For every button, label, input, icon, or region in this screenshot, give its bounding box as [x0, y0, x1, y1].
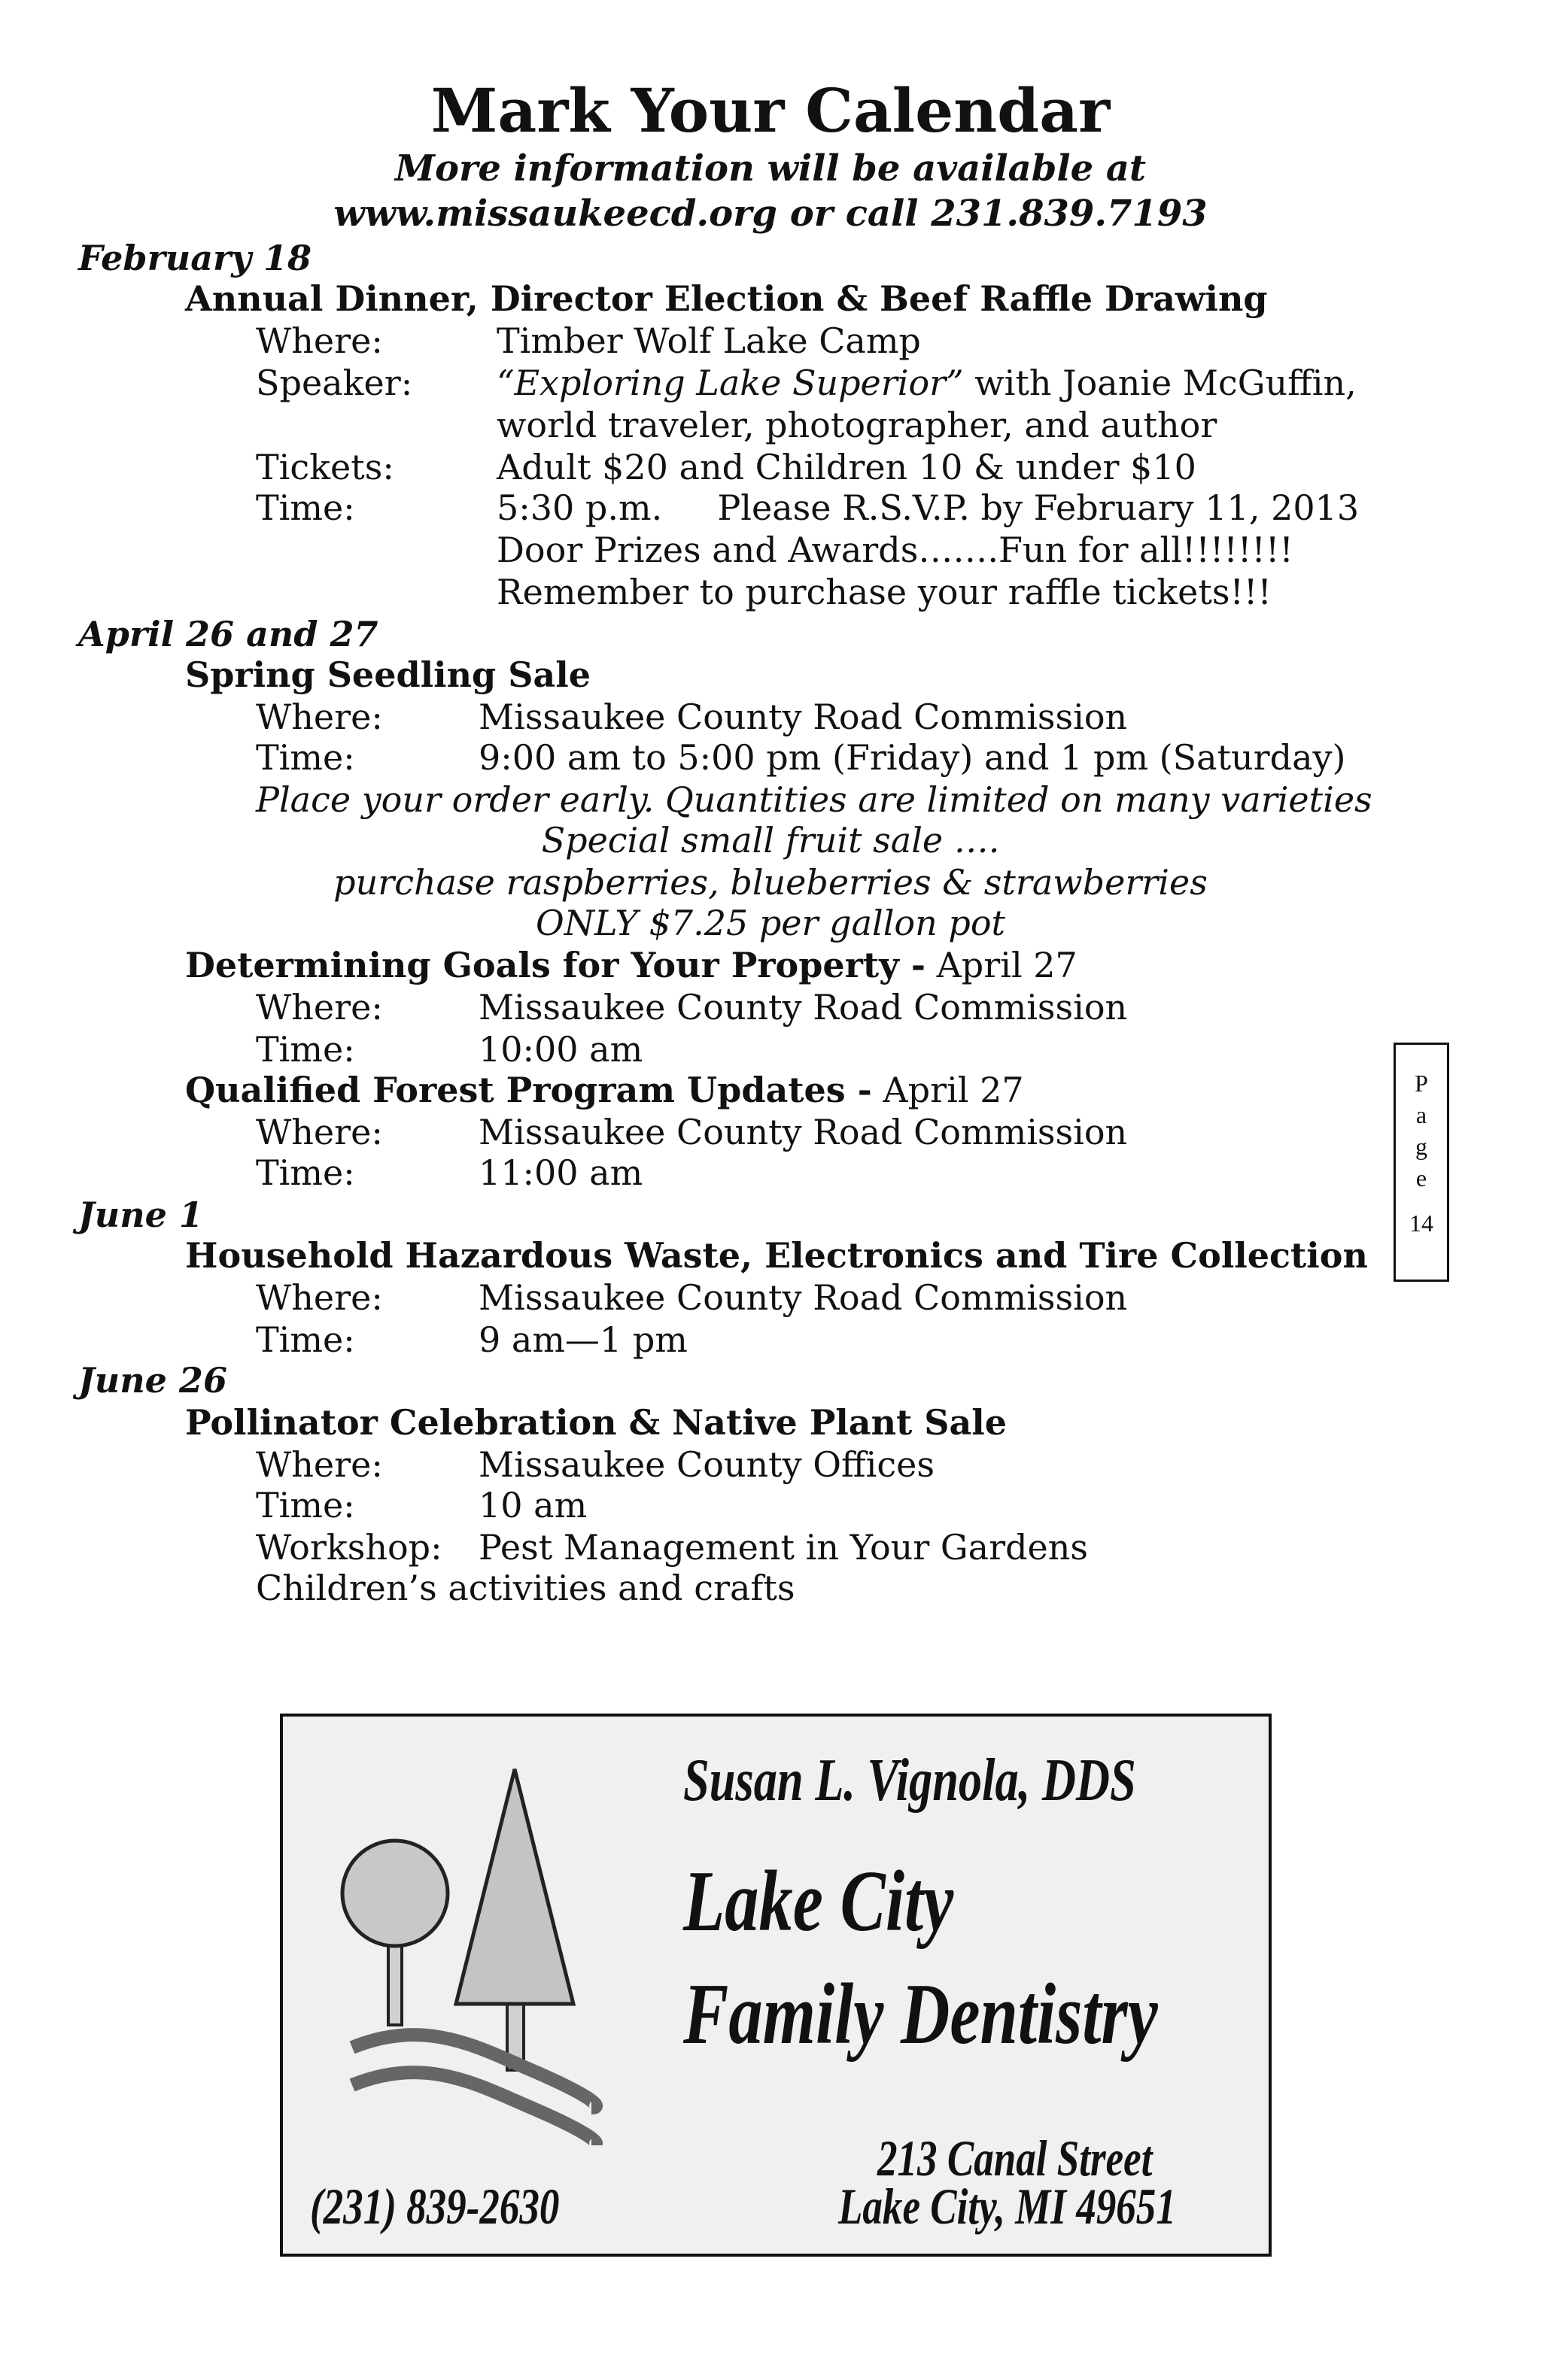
speaker-name: with Joanie McGuffin, — [963, 363, 1357, 403]
event-title: Determining Goals for Your Property - — [185, 945, 926, 985]
value-time: 9 am—1 pm — [479, 1319, 688, 1360]
label-tickets: Tickets: — [256, 447, 394, 487]
value-tickets: Adult $20 and Children 10 & under $10 — [497, 447, 1196, 487]
ad-address-line-1: 213 Canal Street — [877, 2130, 1153, 2187]
label-time: Time: — [256, 737, 355, 778]
label-time: Time: — [256, 1029, 355, 1070]
raffle-reminder: Remember to purchase your raffle tickets!!! — [497, 572, 1272, 612]
label-where: Where: — [256, 1277, 383, 1318]
label-where: Where: — [256, 1112, 383, 1152]
order-note: Place your order early. Quantities are limited on many varieties — [256, 779, 1372, 820]
page-title: Mark Your Calendar — [430, 75, 1111, 146]
event-date: April 27 — [871, 1070, 1024, 1110]
event-pollinator-celebration: Pollinator Celebration & Native Plant Sale — [185, 1402, 1008, 1443]
subtitle-line-2: www.missaukeecd.org or call 231.839.7193 — [333, 193, 1208, 235]
value-time: 10:00 am — [479, 1029, 643, 1070]
ad-practice-line-2: Family Dentistry — [683, 1966, 1158, 2063]
label-where: Where: — [256, 1444, 383, 1485]
speaker-talk-title: “Exploring Lake Superior” — [497, 363, 964, 403]
label-time: Time: — [256, 1485, 355, 1525]
value-time: 5:30 p.m. Please R.S.V.P. by February 11, 2013 — [497, 487, 1360, 528]
label-time: Time: — [256, 1319, 355, 1360]
label-workshop: Workshop: — [256, 1527, 442, 1568]
value-time: 9:00 am to 5:00 pm (Friday) and 1 pm (Saturday) — [479, 737, 1346, 778]
event-qualified-forest-program — [185, 1070, 1024, 1110]
value-where: Missaukee County Offices — [479, 1444, 935, 1485]
value-speaker — [497, 363, 1357, 403]
value-where: Missaukee County Road Commission — [479, 987, 1128, 1028]
event-spring-seedling-sale: Spring Seedling Sale — [185, 654, 591, 695]
value-where: Missaukee County Road Commission — [479, 1277, 1128, 1318]
label-time: Time: — [256, 487, 355, 528]
date-june-1: June 1 — [78, 1195, 203, 1235]
page-number: 14 — [1409, 1210, 1433, 1237]
label-where: Where: — [256, 987, 383, 1028]
price-note: ONLY $7.25 per gallon pot — [535, 903, 1005, 943]
page-letter: P — [1415, 1070, 1428, 1097]
value-workshop: Pest Management in Your Gardens — [479, 1527, 1088, 1568]
page-letter: g — [1415, 1133, 1427, 1160]
ad-phone: (231) 839-2630 — [310, 2178, 560, 2235]
tree-logo-icon — [313, 1754, 629, 2145]
page-letter: a — [1415, 1101, 1427, 1128]
event-title: Qualified Forest Program Updates - — [185, 1070, 872, 1110]
value-where: Timber Wolf Lake Camp — [497, 320, 921, 361]
children-activities-note: Children’s activities and crafts — [256, 1568, 795, 1608]
date-february-18: February 18 — [78, 238, 312, 278]
value-time: 11:00 am — [479, 1152, 643, 1193]
door-prizes-note: Door Prizes and Awards…….Fun for all!!!!!!!! — [497, 530, 1293, 570]
label-speaker: Speaker: — [256, 363, 413, 403]
date-june-26: June 26 — [78, 1360, 227, 1401]
event-date: April 27 — [925, 945, 1077, 985]
page-letter: e — [1415, 1164, 1427, 1192]
event-determining-goals — [185, 945, 1077, 985]
value-where: Missaukee County Road Commission — [479, 1112, 1128, 1152]
ad-practice-line-1: Lake City — [683, 1853, 954, 1950]
fruit-sale-note: Special small fruit sale …. — [541, 820, 1000, 861]
label-where: Where: — [256, 697, 383, 737]
ad-dentist-name: Susan L. Vignola, DDS — [683, 1747, 1136, 1814]
event-hazardous-waste-collection: Household Hazardous Waste, Electronics and Tire Collection — [185, 1235, 1368, 1276]
page-number-marker — [1394, 1043, 1449, 1282]
ad-address-line-2: Lake City, MI 49651 — [838, 2178, 1176, 2235]
dentistry-advertisement — [280, 1714, 1272, 2257]
value-speaker-bio: world traveler, photographer, and author — [497, 405, 1217, 445]
value-time: 10 am — [479, 1485, 588, 1525]
value-where: Missaukee County Road Commission — [479, 697, 1128, 737]
date-april-26-27: April 26 and 27 — [78, 614, 378, 654]
fruit-list-note: purchase raspberries, blueberries & strawberries — [333, 862, 1208, 903]
label-time: Time: — [256, 1152, 355, 1193]
subtitle-line-1: More information will be available at — [394, 147, 1147, 190]
label-where: Where: — [256, 320, 383, 361]
event-annual-dinner: Annual Dinner, Director Election & Beef Raffle Drawing — [185, 278, 1268, 319]
